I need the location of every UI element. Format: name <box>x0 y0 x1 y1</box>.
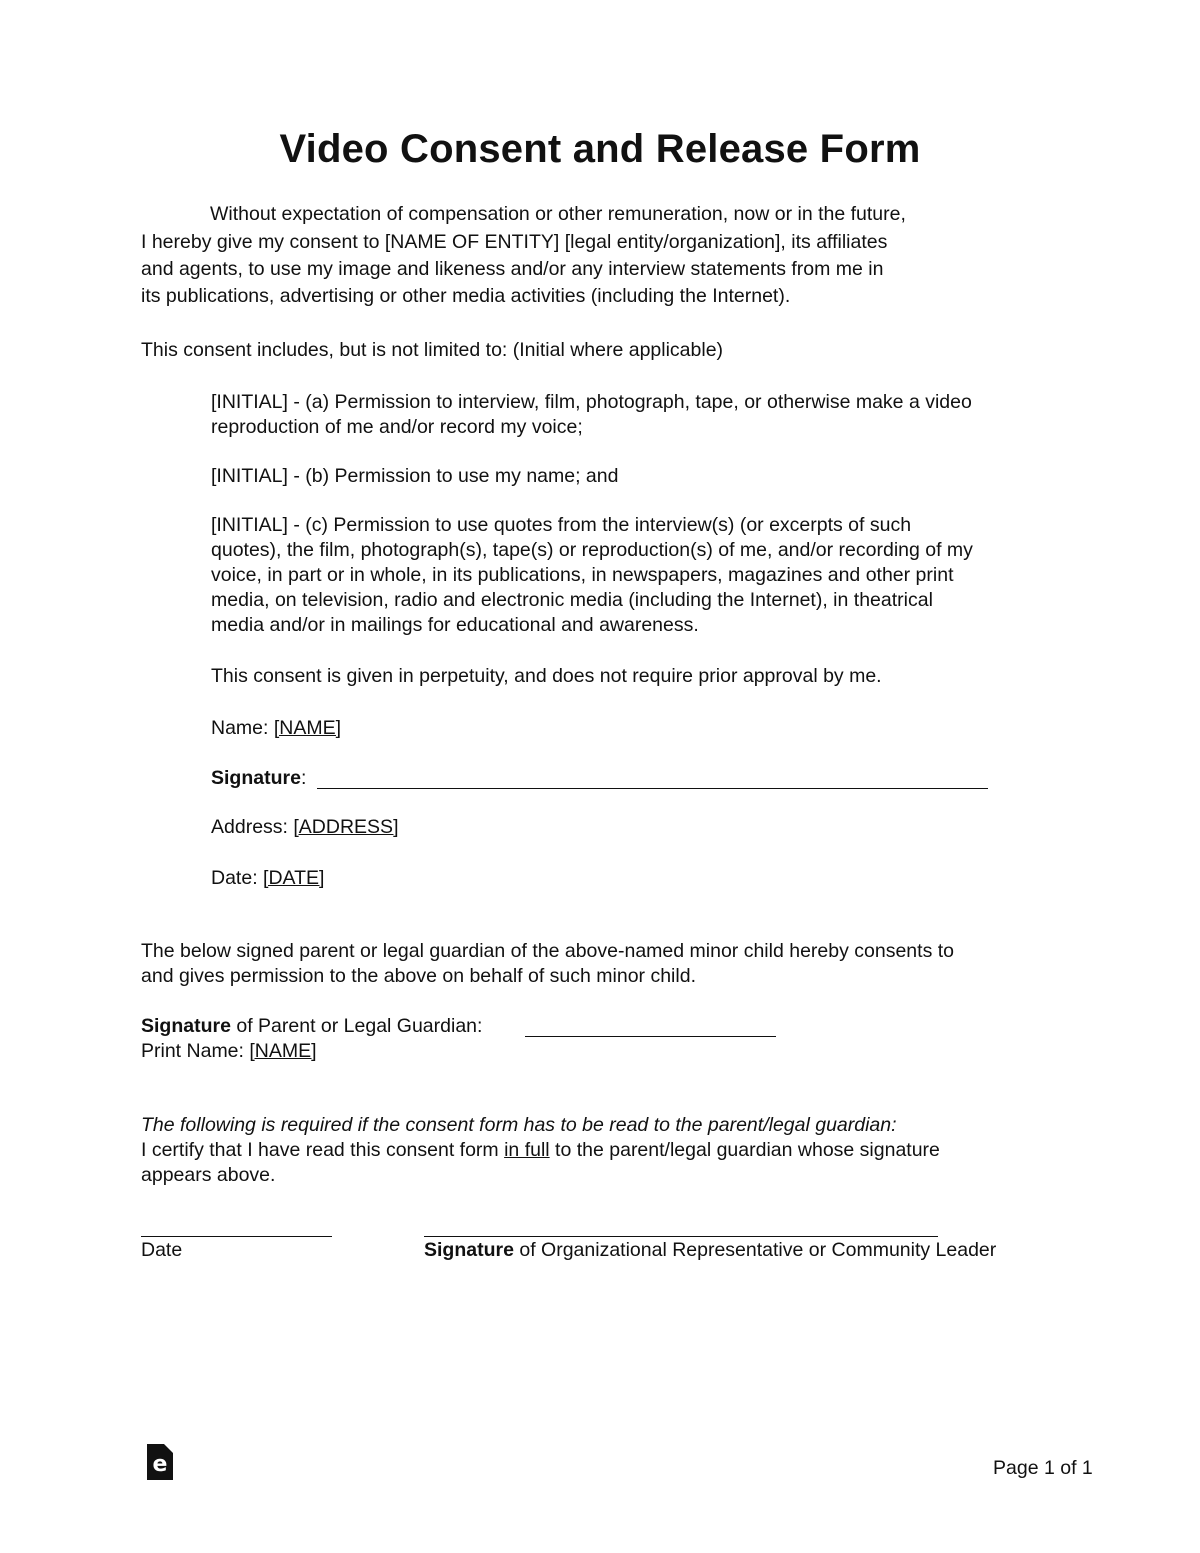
guardian-line-2: and gives permission to the above on behalf of such minor child. <box>141 965 696 987</box>
date-label: Date: <box>211 867 264 889</box>
read-note: The following is required if the consent form has to be read to the parent/legal guardian: <box>141 1114 897 1136</box>
logo-letter: e <box>152 1452 168 1477</box>
print-name-label: Print Name: <box>141 1040 250 1062</box>
intro-line-3: and agents, to use my image and likeness and/or any interview statements from me in <box>141 258 884 280</box>
print-name-value: [NAME] <box>249 1040 317 1062</box>
date-row <box>211 866 324 891</box>
document-title: Video Consent and Release Form <box>279 127 921 171</box>
footer-signature-line <box>424 1236 938 1237</box>
signature-line <box>317 788 988 789</box>
guardian-signature-line <box>525 1036 776 1037</box>
item-b: [INITIAL] - (b) Permission to use my name; and <box>211 465 619 487</box>
certify-post: to the parent/legal guardian whose signature <box>549 1139 940 1161</box>
guardian-signature-row <box>141 1014 482 1039</box>
guardian-signature-label: Signature <box>141 1015 231 1037</box>
footer-date-line <box>141 1236 332 1237</box>
item-c-line-1: [INITIAL] - (c) Permission to use quotes from the interview(s) (or excerpts of such <box>211 514 912 536</box>
item-c-line-3: voice, in part or in whole, in its publications, in newspapers, magazines and other print <box>211 564 954 586</box>
footer-signature-label: Signature <box>424 1239 514 1261</box>
includes-text: This consent includes, but is not limited to: (Initial where applicable) <box>141 339 724 361</box>
item-a-line-2: reproduction of me and/or record my voice; <box>211 416 583 438</box>
item-c-line-2: quotes), the film, photograph(s), tape(s) or reproduction(s) of me, and/or recording of my <box>211 539 973 561</box>
certify-line-2: appears above. <box>141 1164 276 1186</box>
footer-signature-text: of Organizational Representative or Community Leader <box>513 1239 997 1261</box>
guardian-line-1: The below signed parent or legal guardian of the above-named minor child hereby consents to <box>141 940 955 962</box>
print-name-row <box>141 1039 317 1064</box>
address-label: Address: <box>211 816 294 838</box>
item-c-line-4: media, on television, radio and electronic media (including the Internet), in theatrical <box>211 589 933 611</box>
perpetuity-text: This consent is given in perpetuity, and does not require prior approval by me. <box>211 665 882 687</box>
item-a-line-1: [INITIAL] - (a) Permission to interview, film, photograph, tape, or otherwise make a video <box>211 391 972 413</box>
certify-pre: I certify that I have read this consent form <box>141 1139 505 1161</box>
signature-row <box>211 766 306 791</box>
signature-colon: : <box>300 767 307 789</box>
address-value: [ADDRESS] <box>293 816 399 838</box>
intro-line-2: I hereby give my consent to [NAME OF ENTITY] [legal entity/organization], its affiliates <box>141 231 888 253</box>
guardian-signature-text: of Parent or Legal Guardian: <box>230 1015 483 1037</box>
name-value: [NAME] <box>273 717 342 739</box>
certify-underlined: in full <box>504 1139 550 1161</box>
date-value: [DATE] <box>263 867 325 889</box>
certify-line-1 <box>141 1138 940 1163</box>
page-number: Page 1 of 1 <box>993 1457 1093 1479</box>
footer-date-label: Date <box>141 1239 183 1261</box>
address-row <box>211 815 398 840</box>
intro-line-4: its publications, advertising or other media activities (including the Internet). <box>141 285 791 307</box>
signature-label: Signature <box>211 767 301 789</box>
footer-signature-row <box>424 1238 996 1263</box>
name-row <box>211 716 341 741</box>
item-c-line-5: media and/or in mailings for educational and awareness. <box>211 614 699 636</box>
eforms-logo-icon <box>147 1444 173 1480</box>
name-label: Name: <box>211 717 274 739</box>
intro-line-1: Without expectation of compensation or other remuneration, now or in the future, <box>210 203 906 225</box>
